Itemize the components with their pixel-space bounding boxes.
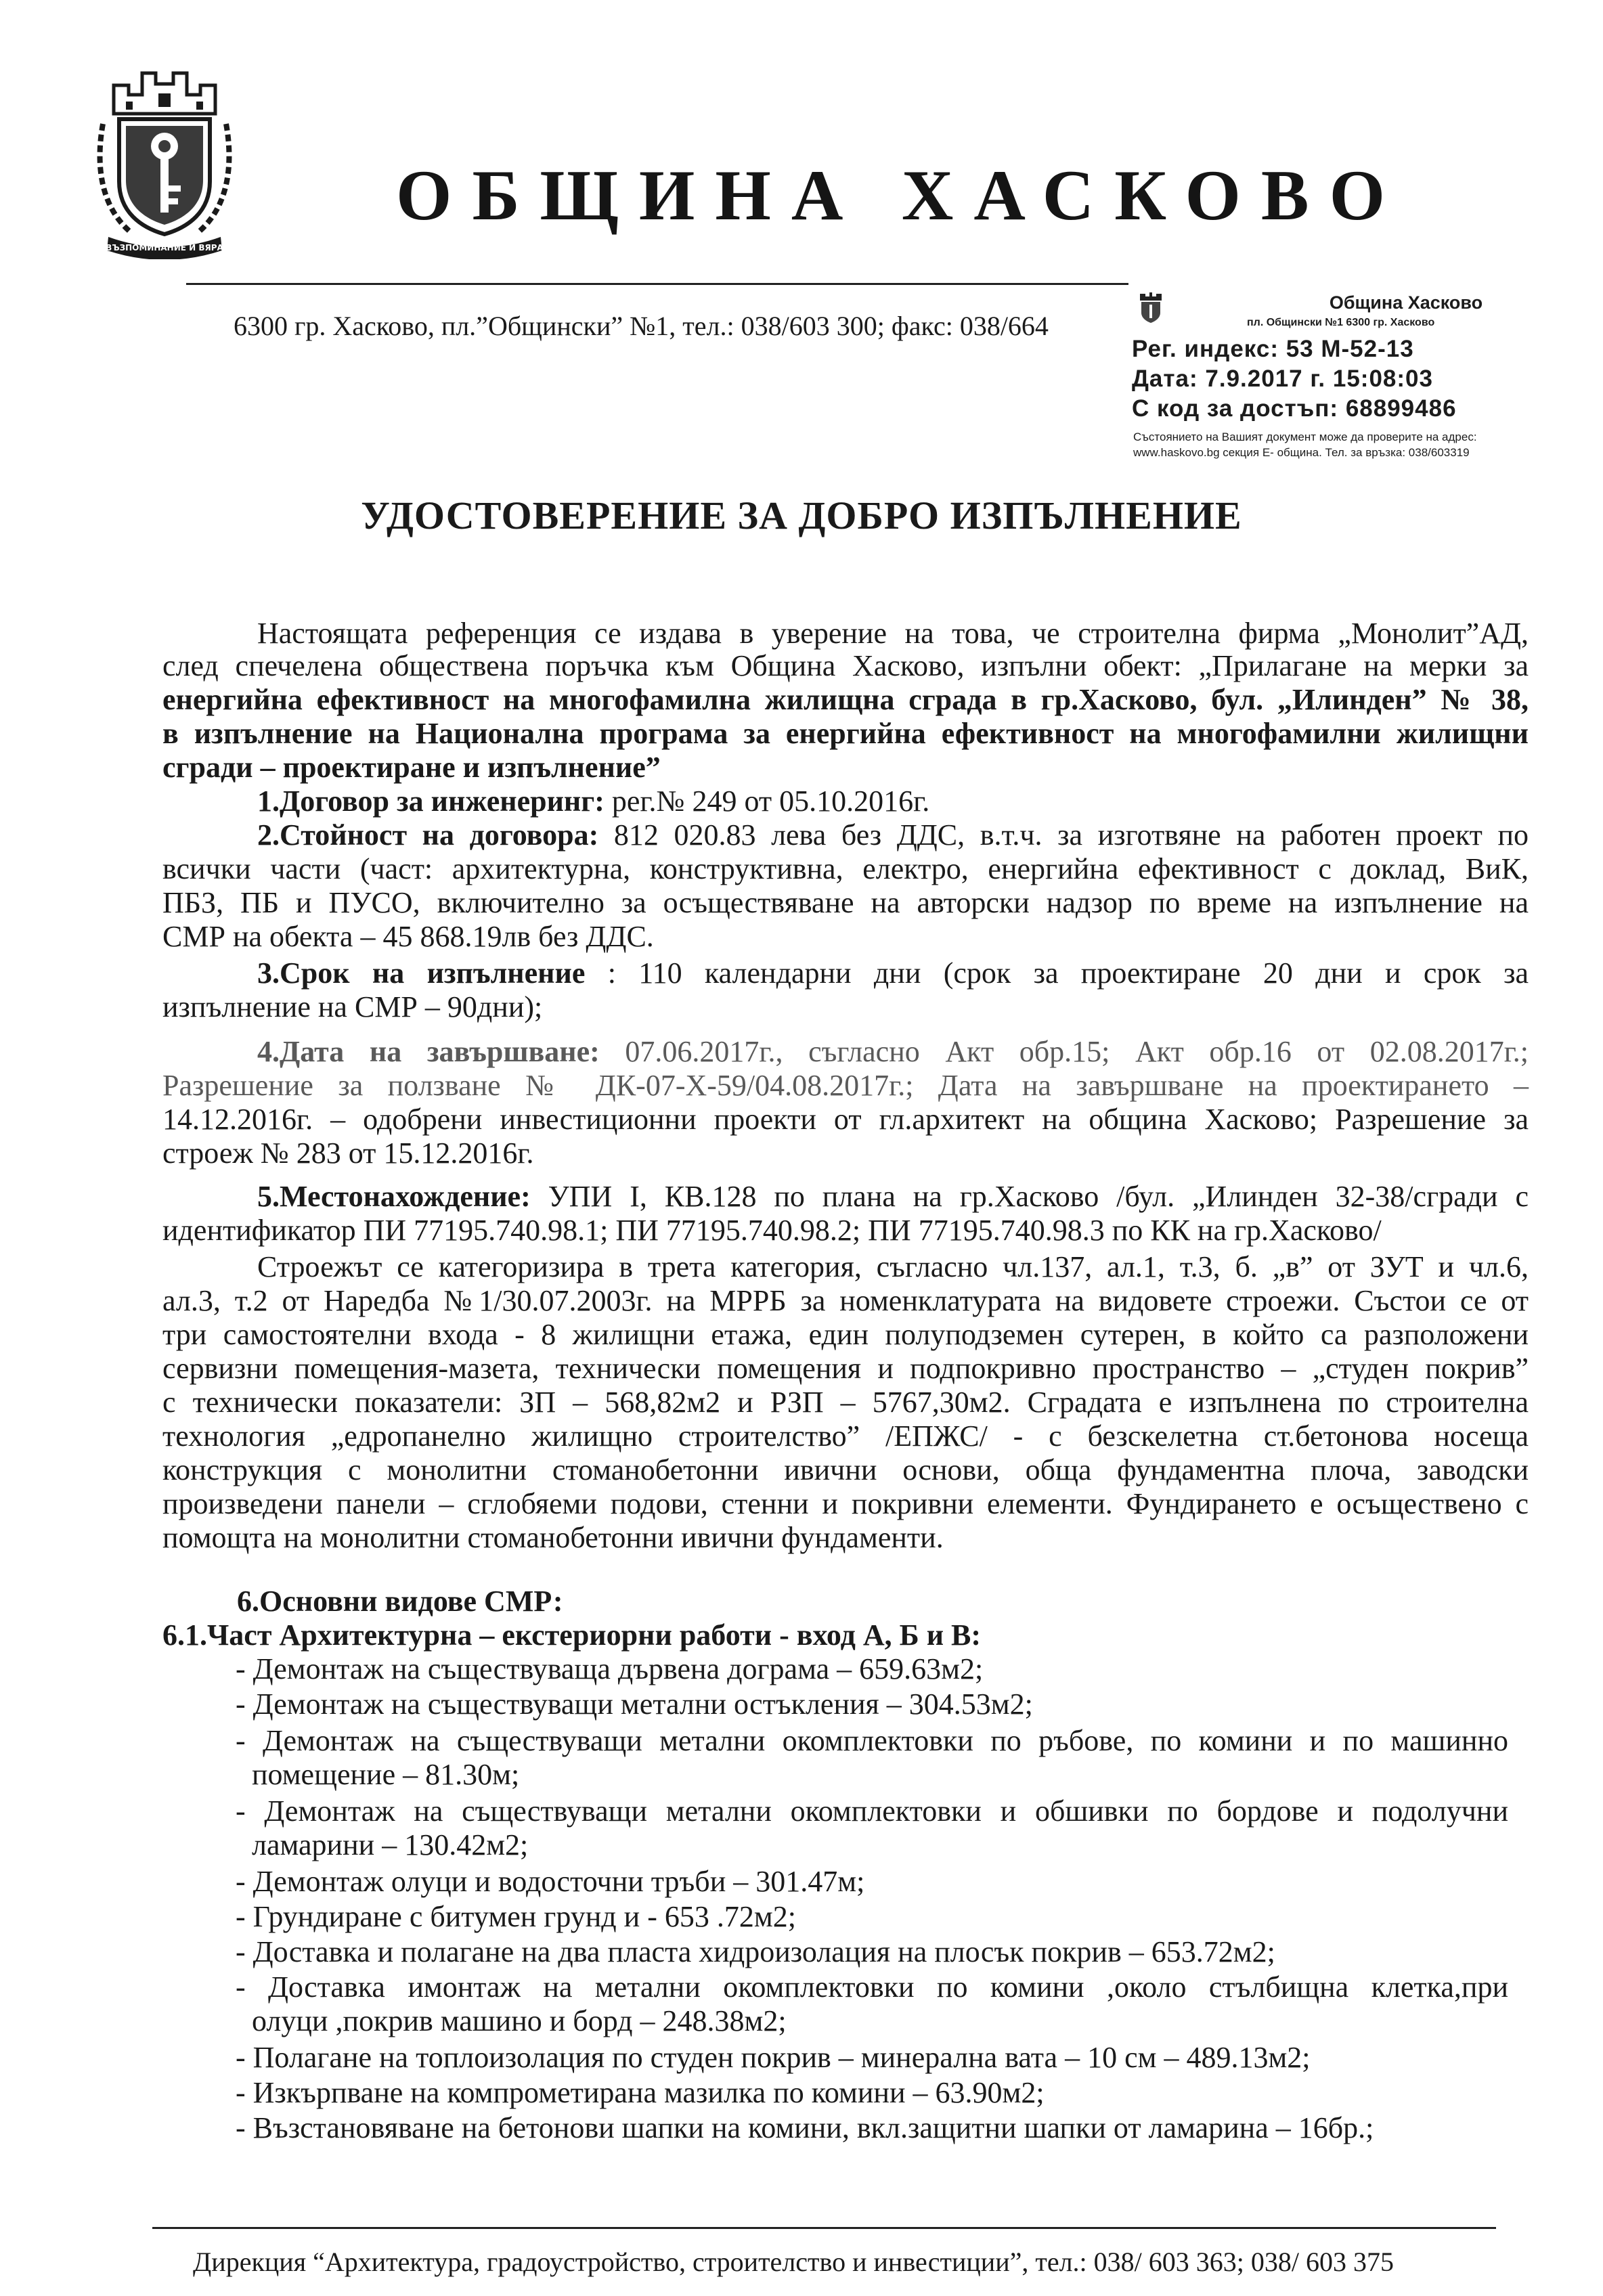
header-divider bbox=[186, 283, 1128, 285]
stamp-note bbox=[1133, 429, 1477, 460]
building-line: Строежът се категоризира в трета категория, съгласно чл.137, ал.1, т.3, б. „в” от ЗУТ и чл.6, bbox=[257, 1250, 1529, 1283]
list-item: - Полагане на топлоизолация по студен покрив – минерална вата – 10 см – 489.13м2; bbox=[236, 2041, 1311, 2074]
building-line: технология „едропанелно жилищно строителство” /ЕПЖС/ - с безскелетна ст.бетонова носеща bbox=[162, 1419, 1529, 1453]
item-completion-date bbox=[257, 1034, 1529, 1069]
section-subheading: 6.1.Част Архитектурна – екстериорни работи - вход А, Б и В: bbox=[162, 1618, 982, 1652]
stamp-address: пл. Общински №1 6300 гр. Хасково bbox=[1247, 317, 1435, 328]
building-line: с технически показатели: ЗП – 568,82м2 и РЗП – 5767,30м2. Сградата е изпълнена по строителна bbox=[162, 1386, 1529, 1419]
item-line: всички части (част: архитектурна, конструктивна, електро, енергийна ефективност с доклад, ВиК, bbox=[162, 852, 1529, 885]
item-location bbox=[257, 1179, 1529, 1214]
list-item: - Демонтаж на съществуващи метални окомплектовки и обшивки по бордове и подолучни bbox=[236, 1794, 1508, 1828]
list-item: - Демонтаж на съществуващи метални окомплектовки по ръбове, по комини и по машинно bbox=[236, 1724, 1508, 1757]
item-text: рег.№ 249 от 05.10.2016г. bbox=[604, 785, 930, 818]
list-item: - Демонтаж олуци и водосточни тръби – 301.47м; bbox=[236, 1865, 865, 1898]
item-label: 2.Стойност на договора: bbox=[257, 818, 599, 852]
intro-line: енергийна ефективност на многофамилна жилищна сграда в гр.Хасково, бул. „Илинден” № 38, bbox=[162, 683, 1529, 716]
item-line: ПБЗ, ПБ и ПУСО, включително за осъществяване на авторски надзор по време на изпълнение на bbox=[162, 886, 1529, 919]
building-line: три самостоятелни входа - 8 жилищни етажа, един полуподземен сутерен, в който са разположени bbox=[162, 1318, 1529, 1351]
list-item-cont: помещение – 81.30м; bbox=[252, 1758, 520, 1791]
building-line: конструкция с монолитни стоманобетонни ивични основи, обща фундаментна плоча, заводски bbox=[162, 1453, 1529, 1486]
document-title: УДОСТОВЕРЕНИЕ ЗА ДОБРО ИЗПЪЛНЕНИЕ bbox=[361, 493, 1242, 537]
registration-stamp bbox=[1125, 290, 1558, 467]
intro-line: Настоящата референция се издава в уверение на това, че строителна фирма „Монолит”АД, bbox=[257, 617, 1529, 650]
item-contract bbox=[257, 784, 929, 819]
item-line: изпълнение на СМР – 90дни); bbox=[162, 990, 543, 1023]
list-item: - Изкърпване на компрометирана мазилка по комини – 63.90м2; bbox=[236, 2076, 1045, 2109]
item-contract-value bbox=[257, 818, 1529, 853]
municipality-crest-icon bbox=[93, 66, 236, 259]
item-line: Разрешение за ползване № ДК-07-Х-59/04.08.2017г.; Дата на завършване на проектирането – bbox=[162, 1069, 1529, 1102]
stamp-organization: Община Хасково bbox=[1329, 292, 1483, 313]
footer-contacts: Дирекция “Архитектура, градоустройство, строителство и инвестиции”, тел.: 038/ 603 363; 038/ 603 375 bbox=[193, 2247, 1395, 2277]
list-item: - Възстановяване на бетонови шапки на комини, вкл.защитни шапки от ламарина – 16бр.; bbox=[236, 2111, 1374, 2144]
list-item-cont: ламарини – 130.42м2; bbox=[252, 1828, 529, 1861]
stamp-date: Дата: 7.9.2017 г. 15:08:03 bbox=[1132, 366, 1433, 392]
intro-line: сгради – проектиране и изпълнение” bbox=[162, 751, 661, 784]
item-label: 5.Местонахождение: bbox=[257, 1180, 531, 1213]
stamp-note-line: Състоянието на Вашият документ може да проверите на адрес: bbox=[1133, 430, 1477, 443]
item-line: строеж № 283 от 15.12.2016г. bbox=[162, 1136, 534, 1170]
item-line: идентификатор ПИ 77195.740.98.1; ПИ 77195.740.98.2; ПИ 77195.740.98.3 по КК на гр.Хасково/ bbox=[162, 1214, 1382, 1247]
item-text: : 110 календарни дни (срок за проектиране 20 дни и срок за bbox=[585, 956, 1529, 990]
item-label: 4.Дата на завършване: bbox=[257, 1035, 600, 1068]
stamp-note-line: www.haskovo.bg секция Е- община. Тел. за връзка: 038/603319 bbox=[1133, 446, 1470, 459]
intro-line: след спечелена обществена поръчка към Община Хасково, изпълни обект: „Прилагане на мерки за bbox=[162, 649, 1529, 682]
section-heading: 6.Основни видове СМР: bbox=[237, 1585, 563, 1618]
building-line: сервизни помещения-мазета, технически помещения и подпокривно пространство – „студен покрив” bbox=[162, 1352, 1529, 1385]
footer-divider bbox=[152, 2227, 1496, 2229]
list-item: - Доставка и полагане на два пласта хидроизолация на плосък покрив – 653.72м2; bbox=[236, 1935, 1275, 1968]
list-item-cont: олуци ,покрив машино и борд – 248.38м2; bbox=[252, 2004, 787, 2037]
item-line: 14.12.2016г. – одобрени инвестиционни проекти от гл.архитект на община Хасково; Разрешение за bbox=[162, 1103, 1529, 1136]
intro-line: в изпълнение на Национална програма за енергийна ефективност на многофамилни жилищни bbox=[162, 717, 1529, 750]
item-text: 812 020.83 лева без ДДС, в.т.ч. за изготвяне на работен проект по bbox=[598, 818, 1529, 852]
list-item: - Доставка имонтаж на метални окомплектовки по комини ,около стълбищна клетка,при bbox=[236, 1970, 1508, 2004]
item-line: СМР на обекта – 45 868.19лв без ДДС. bbox=[162, 920, 654, 953]
building-line: помощта на монолитни стоманобетонни ивични фундаменти. bbox=[162, 1521, 944, 1554]
item-label: 1.Договор за инженеринг: bbox=[257, 785, 605, 818]
list-item: - Грундиране с битумен грунд и - 653 .72м2; bbox=[236, 1900, 796, 1933]
building-line: произведени панели – сглобяеми подови, стенни и покривни елементи. Фундирането е осъществено с bbox=[162, 1487, 1529, 1520]
organization-title: ОБЩИНА ХАСКОВО bbox=[396, 156, 1406, 235]
item-label: 3.Срок на изпълнение bbox=[257, 956, 586, 990]
list-item: - Демонтаж на съществуваща дървена дограма – 659.63м2; bbox=[236, 1652, 984, 1685]
header-address: 6300 гр. Хасково, пл.”Общински” №1, тел.: 038/603 300; факс: 038/664 bbox=[234, 311, 1049, 341]
item-duration bbox=[257, 956, 1529, 991]
building-line: ал.3, т.2 от Наредба №1/30.07.2003г. на МРРБ за номенклатурата на видовете строежи. Състои се от bbox=[162, 1284, 1529, 1317]
list-item: - Демонтаж на съществуващи метални остъкления – 304.53м2; bbox=[236, 1687, 1033, 1721]
stamp-reg-index: Рег. индекс: 53 М-52-13 bbox=[1132, 336, 1414, 362]
item-text: УПИ I, КВ.128 по плана на гр.Хасково /бул. „Илинден 32-38/сгради с bbox=[530, 1180, 1529, 1213]
crest-motto: ВЪЗПОМИНАНИЕ И ВЯРА bbox=[106, 243, 223, 252]
item-text: 07.06.2017г., съгласно Акт обр.15; Акт обр.16 от 02.08.2017г.; bbox=[599, 1035, 1529, 1068]
stamp-access-code: С код за достъп: 68899486 bbox=[1132, 395, 1457, 422]
